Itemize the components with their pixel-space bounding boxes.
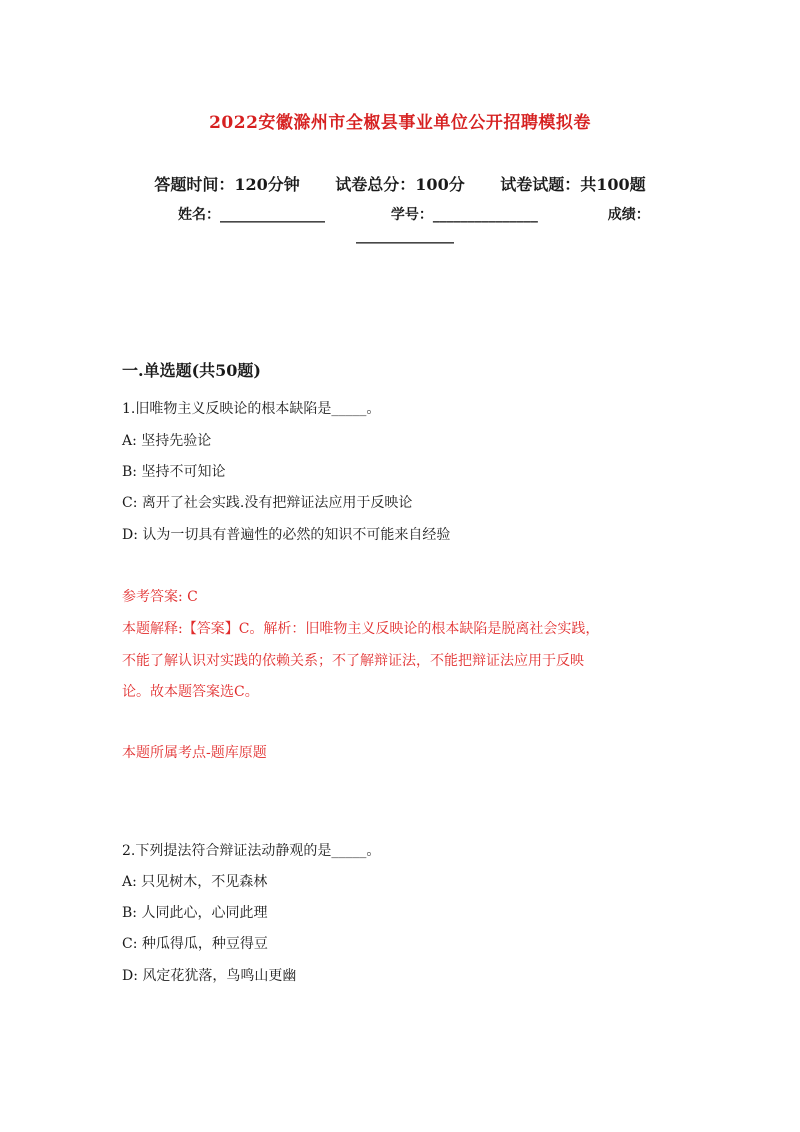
question-2-stem: 2.下列提法符合辩证法动静观的是_____。 — [122, 843, 381, 859]
student-id-field: 学号：_______________ — [390, 207, 538, 223]
question-1-explanation-line-1: 本题解释:【答案】C。解析：旧唯物主义反映论的根本缺陷是脱离社会实践， — [122, 621, 600, 637]
question-2-option-c: C: 种瓜得瓜，种豆得豆 — [122, 936, 268, 952]
name-field: 姓名：_______________ — [178, 207, 325, 223]
score-blank: ______________ — [356, 228, 454, 244]
question-1-option-b: B: 坚持不可知论 — [122, 464, 226, 480]
question-1-stem: 1.旧唯物主义反映论的根本缺陷是_____。 — [122, 401, 381, 417]
question-2-option-a: A: 只见树木，不见森林 — [122, 874, 268, 890]
exam-time: 答题时间：120分钟 — [154, 175, 300, 194]
question-1-source: 本题所属考点-题库原题 — [122, 745, 267, 761]
identity-fields — [178, 204, 678, 224]
document-title: 2022安徽滁州市全椒县事业单位公开招聘模拟卷 — [209, 113, 591, 133]
exam-total-score: 试卷总分：100分 — [335, 175, 465, 194]
question-1-explanation-line-2: 不能了解认识对实践的依赖关系；不了解辩证法，不能把辩证法应用于反映 — [122, 653, 584, 669]
question-1-option-d: D: 认为一切具有普遍性的必然的知识不可能来自经验 — [122, 527, 451, 543]
question-1-option-a: A: 坚持先验论 — [122, 433, 212, 449]
question-2-option-d: D: 风定花犹落，鸟鸣山更幽 — [122, 968, 297, 984]
question-1-explanation-line-3: 论。故本题答案选C。 — [122, 684, 259, 700]
question-2-option-b: B: 人同此心，心同此理 — [122, 905, 268, 921]
question-1-answer: 参考答案: C — [122, 589, 198, 605]
exam-meta — [0, 172, 800, 195]
exam-question-count: 试卷试题：共100题 — [500, 175, 646, 194]
score-field: 成绩： — [607, 207, 650, 223]
section-title: 一.单选题(共50题) — [122, 361, 261, 380]
question-1-option-c: C: 离开了社会实践.没有把辩证法应用于反映论 — [122, 495, 413, 511]
